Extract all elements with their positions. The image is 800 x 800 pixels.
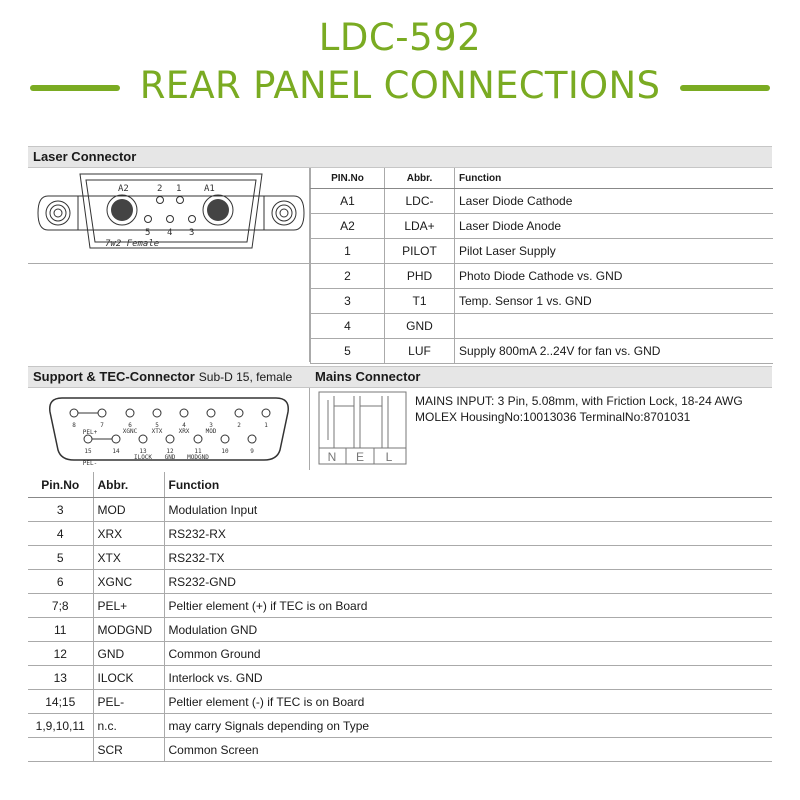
divider: [309, 388, 310, 470]
laser-connector-header: [28, 146, 772, 168]
mains-connector-header: [310, 366, 772, 388]
table-row: [28, 522, 772, 546]
table-row: [28, 690, 772, 714]
pin-label-4: 4: [167, 228, 173, 238]
divider: [28, 263, 310, 264]
subd-label: XRX: [178, 428, 190, 435]
pin-cell: 3: [28, 498, 93, 522]
subd-label: MODGND: [187, 454, 209, 461]
table-header-row: [28, 472, 772, 498]
table-row: [28, 738, 772, 762]
abbr-cell: PEL-: [93, 690, 164, 714]
pin-cell: 3: [311, 289, 385, 314]
mains-pin-e: E: [355, 450, 365, 464]
function-cell: Modulation Input: [164, 498, 772, 522]
abbr-cell: GND: [93, 642, 164, 666]
subd-num: 4: [182, 422, 186, 429]
abbr-cell: LDC-: [385, 189, 455, 214]
table-row: [28, 498, 772, 522]
subd-label: XTX: [151, 428, 163, 435]
pin-cell: 4: [28, 522, 93, 546]
table-header-row: [311, 168, 773, 189]
laser-connector-title: Laser Connector: [33, 149, 137, 164]
pin-cell: 5: [28, 546, 93, 570]
col-header-function: Function: [164, 472, 772, 498]
function-cell: RS232-TX: [164, 546, 772, 570]
subd-label: GND: [164, 454, 176, 461]
pin-cell: 13: [28, 666, 93, 690]
abbr-cell: LUF: [385, 339, 455, 364]
page-subtitle: REAR PANEL CONNECTIONS: [139, 64, 661, 107]
pin-cell: 4: [311, 314, 385, 339]
table-row: [311, 189, 773, 214]
subd-num: 15: [84, 448, 92, 455]
table-row: [28, 546, 772, 570]
mains-pin-n: N: [327, 450, 337, 464]
abbr-cell: T1: [385, 289, 455, 314]
table-row: [28, 594, 772, 618]
abbr-cell: PEL+: [93, 594, 164, 618]
subd-num: 2: [237, 422, 241, 429]
function-cell: RS232-RX: [164, 522, 772, 546]
col-header-abbr: Abbr.: [93, 472, 164, 498]
laser-pin-table: [310, 168, 773, 364]
subd-label: ILOCK: [133, 454, 153, 461]
function-cell: Peltier element (-) if TEC is on Board: [164, 690, 772, 714]
table-row: [28, 642, 772, 666]
subd-label: PEL+: [82, 429, 98, 436]
function-cell: Laser Diode Cathode: [455, 189, 773, 214]
function-cell: Peltier element (+) if TEC is on Board: [164, 594, 772, 618]
function-cell: Photo Diode Cathode vs. GND: [455, 264, 773, 289]
pin-label-3: 3: [189, 228, 195, 238]
subd-num: 1: [264, 422, 268, 429]
subd-num: 3: [209, 422, 213, 429]
subd-num: 5: [155, 422, 159, 429]
table-row: [311, 289, 773, 314]
pin-cell: 2: [311, 264, 385, 289]
subd-num: 6: [128, 422, 132, 429]
abbr-cell: SCR: [93, 738, 164, 762]
pin-cell: 14;15: [28, 690, 93, 714]
abbr-cell: XGNC: [93, 570, 164, 594]
support-connector-title: Support & TEC-Connector: [33, 369, 195, 384]
function-cell: Temp. Sensor 1 vs. GND: [455, 289, 773, 314]
subd-label: PEL-: [82, 460, 98, 466]
subd-num: 7: [100, 422, 104, 429]
mains-connector-diagram: [318, 390, 408, 466]
mains-line2: MOLEX HousingNo:10013036 TerminalNo:8701031: [415, 410, 691, 424]
subd-num: 14: [112, 448, 120, 455]
abbr-cell: ILOCK: [93, 666, 164, 690]
table-row: [28, 666, 772, 690]
title-rule-right: [680, 85, 770, 91]
subd-num: 11: [194, 448, 202, 455]
abbr-cell: MOD: [93, 498, 164, 522]
function-cell: may carry Signals depending on Type: [164, 714, 772, 738]
abbr-cell: MODGND: [93, 618, 164, 642]
table-row: [28, 714, 772, 738]
pin-cell: 1,9,10,11: [28, 714, 93, 738]
function-cell: Modulation GND: [164, 618, 772, 642]
pin-cell: [28, 738, 93, 762]
table-row: [311, 314, 773, 339]
table-row: [311, 264, 773, 289]
pin-cell: 1: [311, 239, 385, 264]
function-cell: Common Screen: [164, 738, 772, 762]
pin-label-a1: A1: [204, 184, 215, 194]
pin-cell: 12: [28, 642, 93, 666]
connector-caption: 7w2 Female: [105, 239, 160, 249]
pin-label-5: 5: [145, 228, 151, 238]
col-header-function: Function: [455, 168, 773, 189]
function-cell: RS232-GND: [164, 570, 772, 594]
subd-num: 12: [166, 448, 174, 455]
laser-connector-diagram: [30, 168, 312, 264]
table-row: [28, 570, 772, 594]
subd-num: 13: [139, 448, 147, 455]
mains-line1: MAINS INPUT: 3 Pin, 5.08mm, with Friction Lock, 18-24 AWG: [415, 394, 743, 408]
support-pin-table: [28, 472, 772, 762]
col-header-pin: Pin.No: [28, 472, 93, 498]
subd-num: 8: [72, 422, 76, 429]
abbr-cell: XRX: [93, 522, 164, 546]
col-header-pin: PIN.No: [311, 168, 385, 189]
col-header-abbr: Abbr.: [385, 168, 455, 189]
function-cell: Pilot Laser Supply: [455, 239, 773, 264]
pin-label-a2: A2: [118, 184, 129, 194]
abbr-cell: PHD: [385, 264, 455, 289]
subd-label: XGNC: [122, 428, 138, 435]
pin-cell: 6: [28, 570, 93, 594]
subd-num: 10: [221, 448, 229, 455]
function-cell: Interlock vs. GND: [164, 666, 772, 690]
subd-label: MOD: [205, 428, 217, 435]
abbr-cell: n.c.: [93, 714, 164, 738]
support-connector-header: [28, 366, 310, 388]
page-title: LDC-592: [318, 16, 482, 59]
function-cell: Common Ground: [164, 642, 772, 666]
mains-connector-title: Mains Connector: [315, 369, 421, 384]
function-cell: Laser Diode Anode: [455, 214, 773, 239]
pin-cell: A2: [311, 214, 385, 239]
function-cell: Supply 800mA 2..24V for fan vs. GND: [455, 339, 773, 364]
abbr-cell: XTX: [93, 546, 164, 570]
pin-cell: 5: [311, 339, 385, 364]
subd15-connector-diagram: [44, 394, 294, 466]
subd-num: 9: [250, 448, 254, 455]
mains-pin-l: L: [385, 450, 393, 464]
table-row: [311, 214, 773, 239]
pin-label-1: 1: [176, 184, 182, 194]
pin-cell: A1: [311, 189, 385, 214]
abbr-cell: LDA+: [385, 214, 455, 239]
table-row: [28, 618, 772, 642]
support-connector-subtitle: Sub-D 15, female: [198, 370, 293, 384]
hp-contact-fill: [111, 199, 229, 221]
table-row: [311, 339, 773, 364]
pin-label-2: 2: [157, 184, 163, 194]
abbr-cell: GND: [385, 314, 455, 339]
function-cell: [455, 314, 773, 339]
abbr-cell: PILOT: [385, 239, 455, 264]
pin-cell: 7;8: [28, 594, 93, 618]
table-row: [311, 239, 773, 264]
pin-cell: 11: [28, 618, 93, 642]
